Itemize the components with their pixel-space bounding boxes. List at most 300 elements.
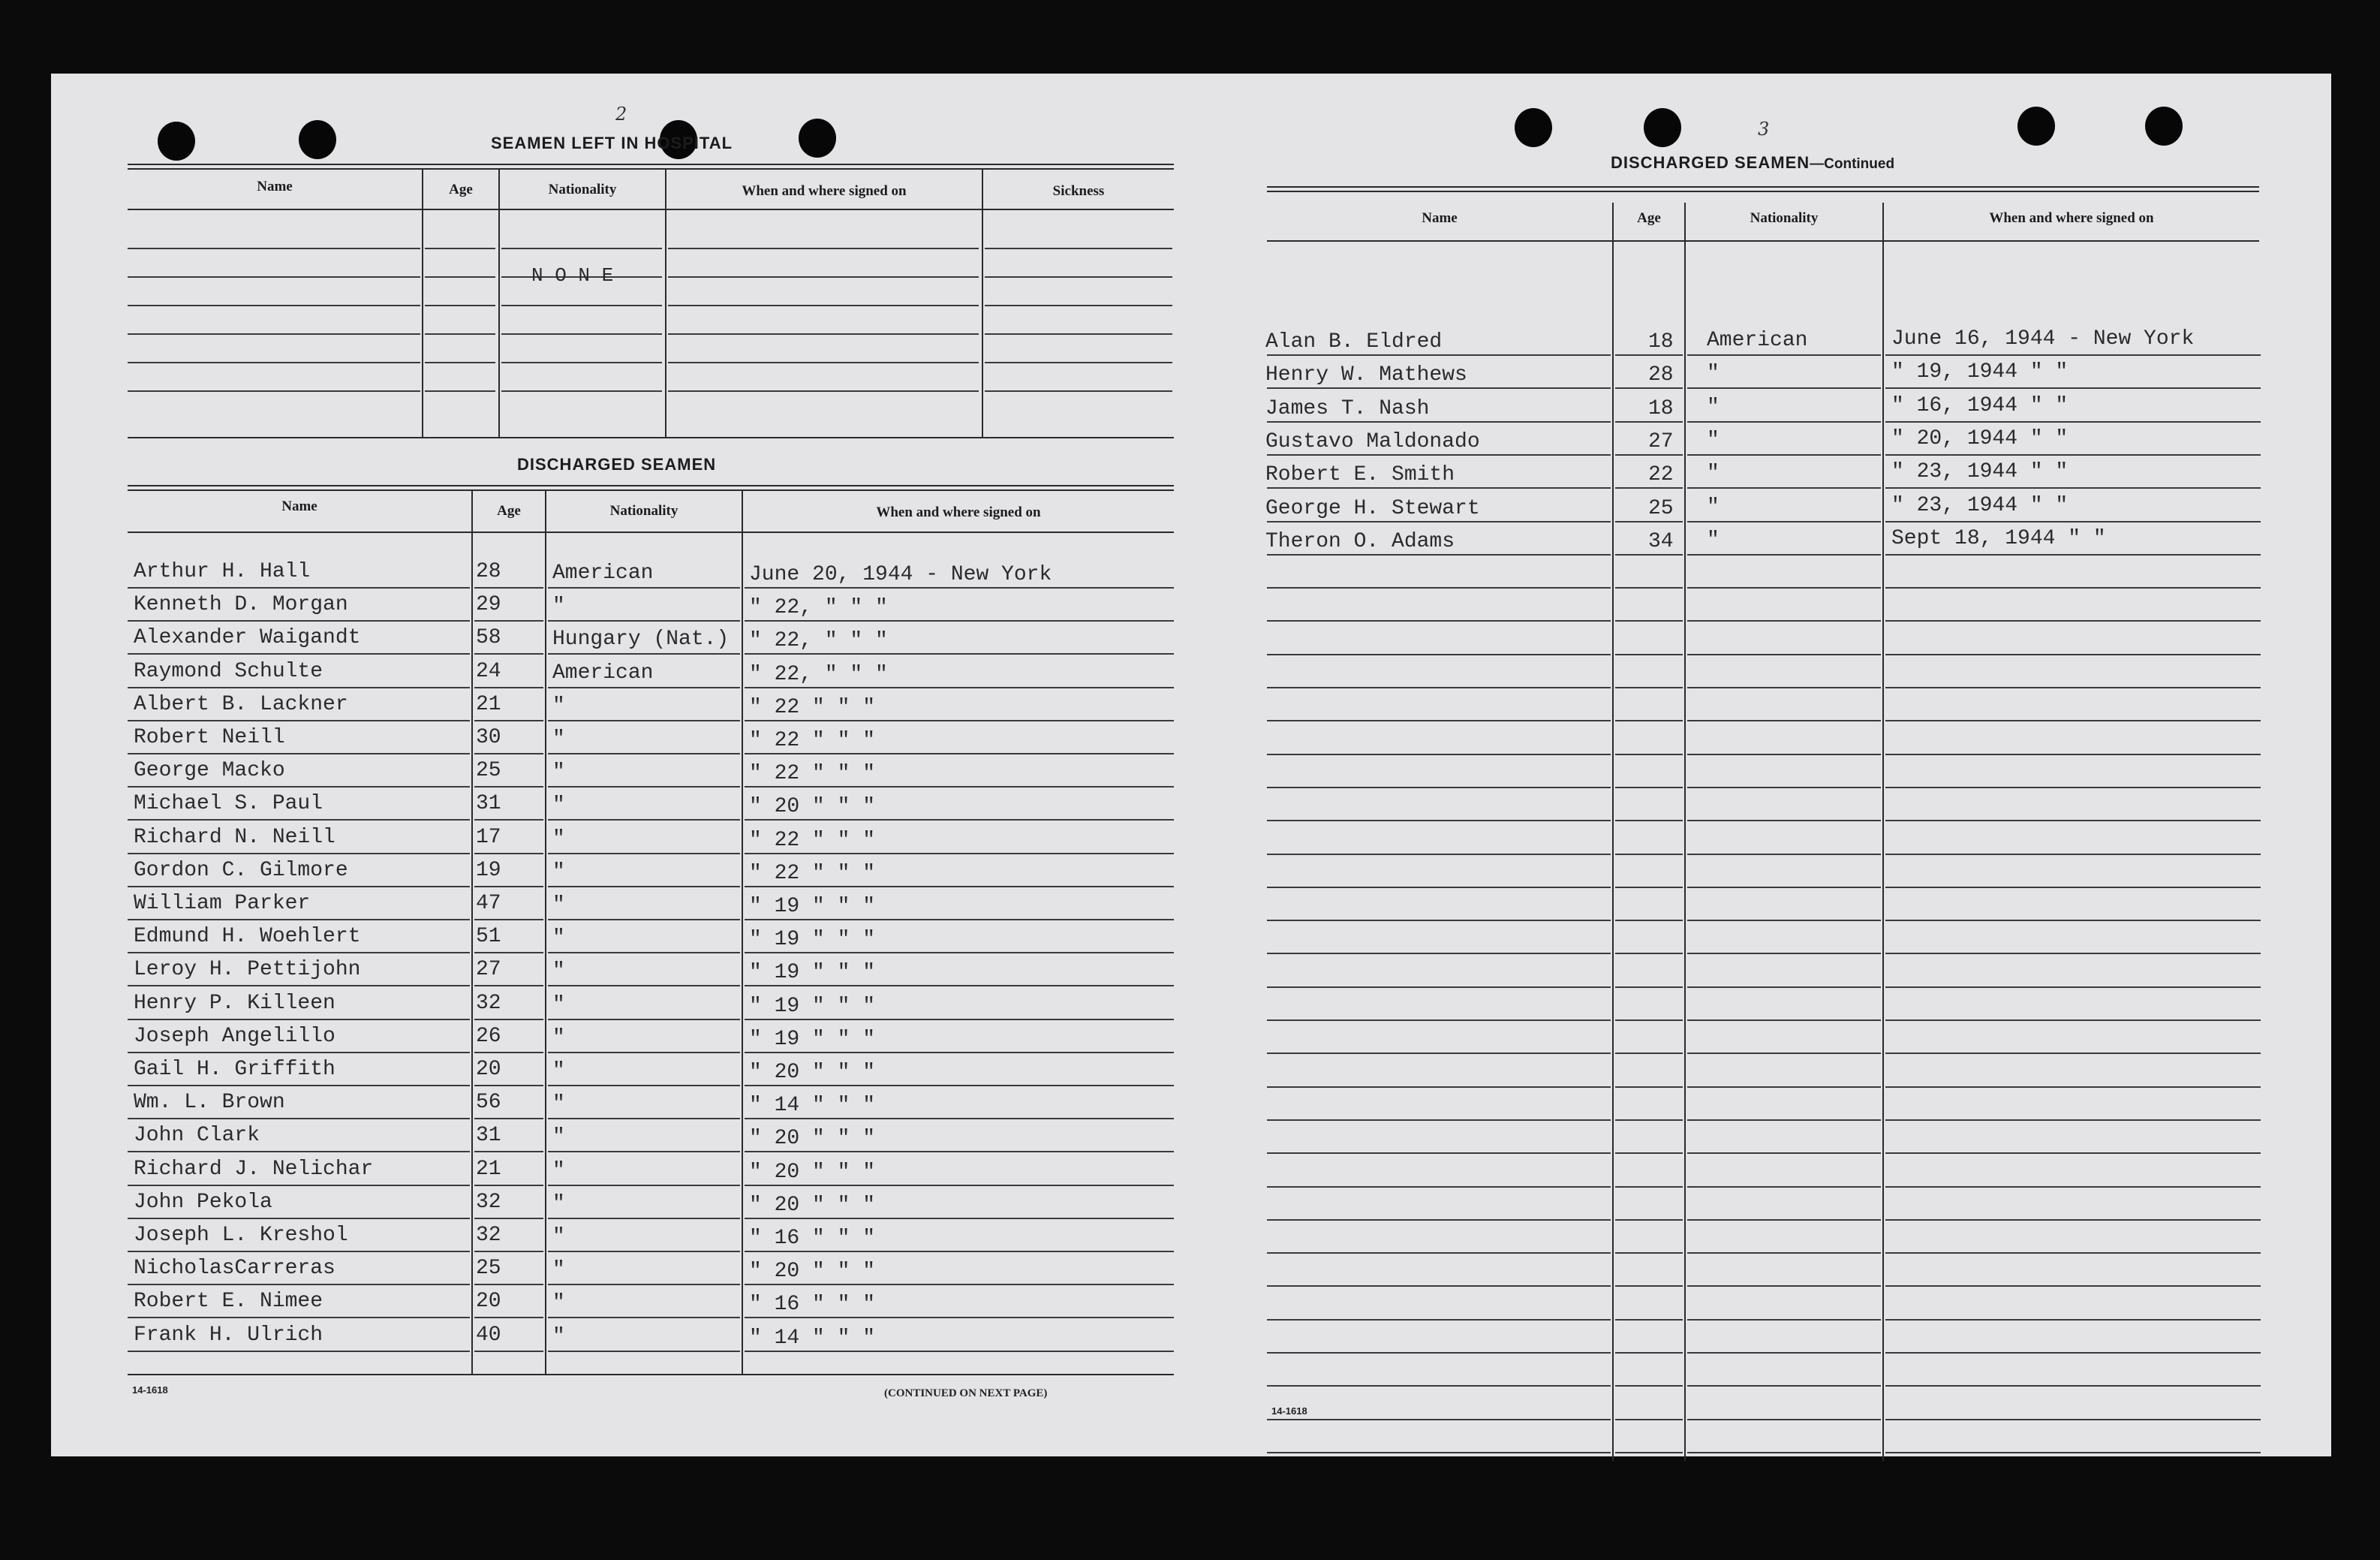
seaman-nationality: American (552, 562, 654, 585)
ruled-line (1615, 720, 1683, 721)
ruled-line (668, 362, 979, 363)
ruled-line (1267, 720, 1611, 721)
seaman-age: 40 (476, 1323, 501, 1347)
seaman-nationality: " (552, 893, 565, 917)
ruled-line (425, 390, 495, 392)
ruled-line (1267, 1285, 1611, 1287)
ruled-line (474, 1317, 543, 1318)
discharged-header-name: Name (281, 498, 317, 514)
ruled-line (1885, 1019, 2261, 1021)
seaman-name: James T. Nash (1265, 396, 1430, 420)
ruled-line (1687, 1186, 1881, 1188)
ruled-line (1687, 1252, 1881, 1254)
ruled-line (1615, 787, 1683, 788)
ruled-line (745, 919, 1174, 920)
ruled-line (745, 687, 1174, 688)
seaman-signed-on: " 16 " " " (749, 1293, 876, 1317)
seaman-nationality: Hungary (Nat.) (552, 628, 730, 652)
seaman-name: John Clark (134, 1124, 260, 1148)
discharged-section-title: DISCHARGED SEAMEN (517, 455, 717, 474)
ruled-line (128, 1019, 470, 1020)
seaman-name: John Pekola (134, 1190, 272, 1214)
seaman-age: 25 (476, 759, 501, 783)
ruled-line (474, 1085, 543, 1086)
seaman-name: Gustavo Maldonado (1265, 429, 1480, 453)
seaman-signed-on: " 23, 1944 " " (1891, 460, 2069, 484)
ruled-line (1687, 487, 1881, 489)
ruled-line (128, 333, 420, 335)
ruled-line (1615, 1385, 1683, 1387)
punch-hole (2145, 107, 2183, 146)
seaman-signed-on: " 22, " " " (749, 629, 888, 653)
ruled-line (1687, 720, 1881, 721)
seaman-nationality: " (552, 694, 565, 718)
seaman-nationality: " (552, 1059, 565, 1083)
ruled-line (745, 1185, 1174, 1186)
seaman-signed-on: " 20 " " " (749, 1061, 876, 1084)
ruled-line (474, 819, 543, 821)
ruled-line (1267, 654, 1611, 655)
seaman-signed-on: " 23, 1944 " " (1891, 493, 2069, 517)
ruled-line (1885, 920, 2261, 921)
ruled-line (548, 1185, 740, 1186)
seaman-signed-on: " 20 " " " (749, 1193, 876, 1217)
seaman-age: 22 (1648, 463, 1674, 487)
seaman-nationality: " (552, 1258, 565, 1282)
hospital-section-title: SEAMEN LEFT IN HOSPITAL (491, 134, 733, 152)
ruled-line (425, 276, 495, 278)
seaman-signed-on: " 22 " " " (749, 762, 876, 786)
ruled-line (548, 1019, 740, 1020)
ruled-line (1687, 1019, 1881, 1021)
ruled-line (548, 1118, 740, 1119)
seaman-age: 19 (476, 858, 501, 882)
ruled-line (1885, 1319, 2261, 1321)
seaman-nationality: " (1707, 395, 1720, 419)
ruled-line (1687, 554, 1881, 556)
seaman-name: Alan B. Eldred (1265, 330, 1443, 354)
seaman-name: Henry P. Killeen (134, 991, 335, 1015)
ruled-line (745, 1151, 1174, 1152)
seaman-age: 58 (476, 626, 501, 650)
ruled-line (745, 1351, 1174, 1352)
ruled-line (1615, 1086, 1683, 1088)
ruled-line (548, 1351, 740, 1352)
ruled-line (1885, 554, 2261, 556)
seaman-nationality: " (552, 760, 565, 785)
ruled-line (128, 1284, 470, 1285)
ruled-line (425, 333, 495, 335)
ruled-line (1615, 1419, 1683, 1420)
ruled-line (745, 1019, 1174, 1020)
ruled-line (745, 985, 1174, 986)
ruled-line (474, 853, 543, 854)
ruled-line (1885, 820, 2261, 821)
seaman-nationality: American (552, 661, 654, 685)
ruled-line (548, 1284, 740, 1285)
ruled-line (745, 1052, 1174, 1053)
seaman-nationality: " (552, 1291, 565, 1315)
ruled-line (1885, 1119, 2261, 1121)
seaman-age: 32 (476, 1224, 501, 1247)
ruled-line (425, 305, 495, 306)
seaman-signed-on: " 16 " " " (749, 1227, 876, 1250)
seaman-signed-on: " 14 " " " (749, 1094, 876, 1118)
page-number: 2 (615, 104, 627, 125)
ruled-line (1267, 920, 1611, 921)
ruled-line (128, 985, 470, 986)
ruled-line (1687, 454, 1881, 456)
ruled-line (128, 362, 420, 363)
ruled-line (745, 1085, 1174, 1086)
seaman-age: 27 (1648, 429, 1674, 453)
seaman-nationality: " (552, 727, 565, 751)
ruled-line (1885, 454, 2261, 456)
ruled-line (128, 305, 420, 306)
ruled-line (1615, 487, 1683, 489)
ruled-line (474, 620, 543, 622)
ruled-line (1687, 521, 1881, 523)
ruled-line (745, 1317, 1174, 1318)
ruled-line (1615, 1152, 1683, 1154)
seaman-signed-on: " 20 " " " (749, 1160, 876, 1184)
ruled-line (1615, 587, 1683, 589)
ruled-line (1687, 754, 1881, 755)
ruled-line (1687, 953, 1881, 954)
ruled-line (474, 587, 543, 589)
ruled-line (128, 753, 470, 754)
ruled-line (1615, 1119, 1683, 1121)
ruled-line (1615, 986, 1683, 988)
seaman-age: 51 (476, 925, 501, 949)
ruled-line (128, 1052, 470, 1053)
ruled-line (1615, 854, 1683, 855)
seaman-signed-on: " 19, 1944 " " (1891, 360, 2069, 384)
seaman-name: Henry W. Mathews (1265, 363, 1467, 387)
ruled-line (1885, 421, 2261, 423)
ruled-line (1687, 387, 1881, 389)
ruled-line (745, 653, 1174, 655)
seaman-signed-on: " 22, " " " (749, 662, 888, 686)
form-number: 14-1618 (1271, 1405, 1307, 1417)
ruled-line (1885, 1186, 2261, 1188)
ruled-line (1885, 1285, 2261, 1287)
ruled-line (1885, 1419, 2261, 1420)
seaman-age: 17 (476, 825, 501, 849)
seaman-name: William Parker (134, 892, 311, 915)
ruled-line (1885, 487, 2261, 489)
seaman-signed-on: " 22 " " " (749, 729, 876, 752)
ruled-line (1615, 953, 1683, 954)
ruled-line (501, 390, 662, 392)
seaman-signed-on: " 19 " " " (749, 994, 876, 1018)
seaman-name: George H. Stewart (1265, 496, 1480, 520)
ruled-line (128, 390, 420, 392)
ruled-line (1885, 887, 2261, 888)
punch-hole (799, 119, 836, 158)
ruled-line (1885, 1086, 2261, 1088)
seaman-name: Wm. L. Brown (134, 1091, 285, 1115)
ruled-line (1267, 1419, 1611, 1420)
ruled-line (128, 587, 470, 589)
ruled-line (474, 1151, 543, 1152)
seaman-age: 27 (476, 958, 501, 982)
seaman-nationality: " (552, 794, 565, 818)
seaman-nationality: " (1707, 362, 1720, 386)
seaman-nationality: " (552, 1225, 565, 1248)
seaman-name: Michael S. Paul (134, 792, 323, 816)
ruled-line (1615, 1186, 1683, 1188)
seaman-age: 31 (476, 1124, 501, 1148)
ruled-line (1885, 754, 2261, 755)
ruled-line (548, 985, 740, 986)
ruled-line (548, 786, 740, 788)
seaman-age: 29 (476, 593, 501, 617)
ruled-line (1885, 387, 2261, 389)
ruled-line (474, 886, 543, 887)
ruled-line (1615, 1252, 1683, 1254)
ruled-line (128, 1251, 470, 1252)
seaman-age: 24 (476, 659, 501, 683)
ruled-line (1687, 1452, 1881, 1453)
ruled-line (1615, 1285, 1683, 1287)
seaman-nationality: " (1707, 528, 1720, 552)
ruled-line (1267, 1053, 1611, 1054)
ruled-line (1687, 1352, 1881, 1354)
ruled-line (668, 333, 979, 335)
ruled-line (1267, 1086, 1611, 1088)
ruled-line (548, 653, 740, 655)
ruled-line (1615, 421, 1683, 423)
ruled-line (1615, 820, 1683, 821)
ruled-line (1885, 1053, 2261, 1054)
ruled-line (1615, 354, 1683, 356)
ruled-line (474, 653, 543, 655)
ruled-line (474, 1052, 543, 1053)
ruled-line (1885, 720, 2261, 721)
hospital-header-name: Name (257, 179, 293, 194)
ruled-line (745, 952, 1174, 953)
ruled-line (1885, 354, 2261, 356)
ruled-line (548, 1085, 740, 1086)
ruled-line (1267, 1219, 1611, 1221)
ruled-line (985, 305, 1172, 306)
ruled-line (548, 819, 740, 821)
ruled-line (745, 886, 1174, 887)
seaman-nationality: " (1707, 495, 1720, 519)
ruled-line (1267, 787, 1611, 788)
seaman-name: Leroy H. Pettijohn (134, 958, 361, 982)
ruled-line (745, 1218, 1174, 1219)
ruled-line (1267, 387, 1611, 389)
ruled-line (1885, 587, 2261, 589)
ruled-line (668, 305, 979, 306)
seaman-name: NicholasCarreras (134, 1257, 335, 1281)
page-number: 3 (1758, 119, 1770, 140)
ruled-line (1267, 487, 1611, 489)
ruled-line (1687, 1319, 1881, 1321)
ruled-line (1267, 687, 1611, 688)
ruled-line (1267, 1319, 1611, 1321)
ruled-line (1885, 1252, 2261, 1254)
ruled-line (1267, 1152, 1611, 1154)
seaman-nationality: " (552, 926, 565, 950)
seaman-signed-on: Sept 18, 1944 " " (1891, 526, 2106, 550)
ruled-line (474, 952, 543, 953)
ruled-line (128, 1185, 470, 1186)
ruled-line (474, 985, 543, 986)
ruled-line (474, 786, 543, 788)
seaman-nationality: " (552, 992, 565, 1016)
ruled-line (128, 653, 470, 655)
ruled-line (1687, 986, 1881, 988)
seaman-nationality: " (552, 1191, 565, 1215)
ruled-line (985, 390, 1172, 392)
ruled-line (501, 305, 662, 306)
ruled-line (1687, 587, 1881, 589)
ruled-line (1687, 1119, 1881, 1121)
ruled-line (548, 587, 740, 589)
ruled-line (474, 1185, 543, 1186)
ruled-line (1267, 521, 1611, 523)
hospital-none-entry: N O N E (531, 264, 614, 287)
ruled-line (1267, 421, 1611, 423)
ruled-line (474, 1218, 543, 1219)
ruled-line (548, 952, 740, 953)
seaman-signed-on: " 20 " " " (749, 1260, 876, 1284)
ruled-line (1615, 454, 1683, 456)
seaman-name: Robert E. Smith (1265, 463, 1455, 487)
seaman-age: 21 (476, 1157, 501, 1181)
seaman-signed-on: " 14 " " " (749, 1326, 876, 1350)
ruled-line (501, 333, 662, 335)
ruled-line (1687, 1086, 1881, 1088)
ruled-line (128, 687, 470, 688)
ruled-line (1615, 521, 1683, 523)
ruled-line (668, 248, 979, 249)
ruled-line (1885, 854, 2261, 855)
ruled-line (1885, 953, 2261, 954)
ruled-line (1687, 1419, 1881, 1420)
ruled-line (745, 853, 1174, 854)
ruled-line (474, 1251, 543, 1252)
seaman-signed-on: " 19 " " " (749, 961, 876, 985)
seaman-name: Frank H. Ulrich (134, 1323, 323, 1347)
discharged-continued-title: DISCHARGED SEAMEN—Continued (1611, 153, 1895, 172)
seaman-signed-on: " 20 " " " (749, 795, 876, 819)
ruled-line (425, 362, 495, 363)
ruled-line (1267, 587, 1611, 589)
ruled-line (745, 1118, 1174, 1119)
ruled-line (1885, 654, 2261, 655)
ruled-line (1267, 620, 1611, 622)
seaman-name: Gordon C. Gilmore (134, 858, 348, 882)
seaman-name: Arthur H. Hall (134, 560, 311, 583)
left-page (51, 74, 1199, 1456)
ruled-line (128, 786, 470, 788)
ruled-line (745, 786, 1174, 788)
seaman-nationality: " (1707, 428, 1720, 452)
ruled-line (1885, 787, 2261, 788)
ruled-line (1267, 1019, 1611, 1021)
hospital-header-nationality: Nationality (548, 182, 617, 197)
ruled-line (1267, 820, 1611, 821)
seaman-name: Richard N. Neill (134, 825, 335, 849)
seaman-age: 25 (1648, 496, 1674, 520)
ruled-line (474, 1019, 543, 1020)
seaman-nationality: " (552, 1125, 565, 1149)
ruled-line (1267, 1252, 1611, 1254)
ruled-line (1267, 1186, 1611, 1188)
seaman-nationality: " (1707, 462, 1720, 486)
hospital-header-when: When and where signed on (742, 183, 907, 199)
ruled-line (1267, 887, 1611, 888)
seaman-age: 20 (476, 1058, 501, 1081)
ruled-line (1885, 1452, 2261, 1453)
ruled-line (1687, 421, 1881, 423)
seaman-name: Joseph L. Kreshol (134, 1224, 348, 1247)
seaman-name: Albert B. Lackner (134, 692, 348, 716)
seaman-age: 30 (476, 726, 501, 749)
ruled-line (128, 886, 470, 887)
hospital-header-age: Age (449, 182, 473, 197)
ruled-line (128, 1317, 470, 1318)
ruled-line (1687, 354, 1881, 356)
ruled-line (1885, 521, 2261, 523)
ruled-line (1267, 854, 1611, 855)
header-age: Age (1637, 210, 1661, 226)
ruled-line (548, 753, 740, 754)
ruled-line (548, 1218, 740, 1219)
ruled-line (501, 362, 662, 363)
ruled-line (128, 919, 470, 920)
ruled-line (1267, 1385, 1611, 1387)
seaman-age: 32 (476, 991, 501, 1015)
ruled-line (128, 1085, 470, 1086)
ruled-line (745, 1284, 1174, 1285)
ruled-line (745, 819, 1174, 821)
punch-hole (1644, 108, 1681, 147)
ruled-line (548, 886, 740, 887)
ruled-line (1687, 1152, 1881, 1154)
discharged-header-age: Age (497, 503, 521, 519)
seaman-signed-on: June 16, 1944 - New York (1891, 327, 2195, 351)
seaman-signed-on: " 22 " " " (749, 828, 876, 852)
discharged-header-nationality: Nationality (609, 503, 678, 519)
ruled-line (128, 1151, 470, 1152)
seaman-age: 31 (476, 792, 501, 816)
ruled-line (1267, 953, 1611, 954)
seaman-nationality: " (552, 959, 565, 983)
ruled-line (1267, 354, 1611, 356)
ruled-line (1615, 1452, 1683, 1453)
ruled-line (474, 720, 543, 721)
seaman-name: Edmund H. Woehlert (134, 925, 361, 949)
ruled-line (501, 248, 662, 249)
seaman-age: 18 (1648, 396, 1674, 420)
ruled-line (1267, 1452, 1611, 1453)
punch-hole (1515, 108, 1552, 147)
seaman-age: 47 (476, 892, 501, 915)
ruled-line (1687, 1053, 1881, 1054)
seaman-signed-on: " 22 " " " (749, 861, 876, 885)
ruled-line (745, 620, 1174, 622)
seaman-signed-on: " 22 " " " (749, 695, 876, 719)
seaman-age: 56 (476, 1091, 501, 1115)
header-when: When and where signed on (1989, 210, 2154, 226)
ruled-line (1885, 1385, 2261, 1387)
ruled-line (1885, 620, 2261, 622)
